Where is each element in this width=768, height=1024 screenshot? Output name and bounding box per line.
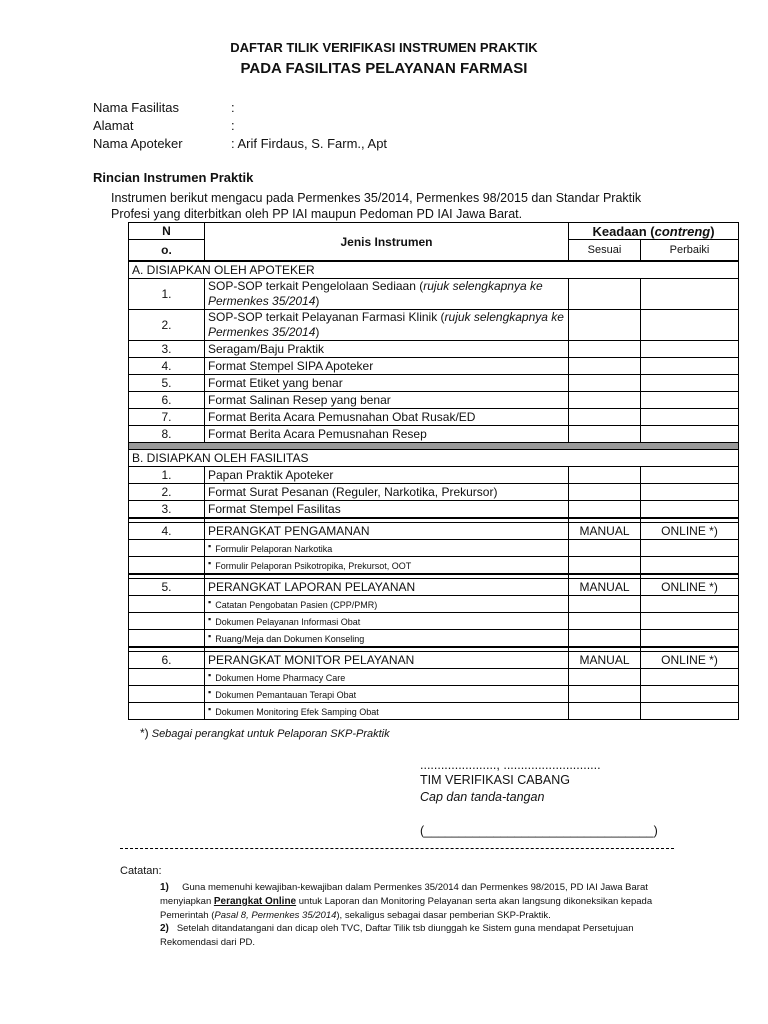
check-sesuai[interactable] [569,426,641,443]
intro-text: Instrumen berikut mengacu pada Permenkes 35/2014, Permenkes 98/2015 dan Standar Praktik Profesi yang diterbitkan oleh PP IAI maupun Pedoman PD IAI Jawa Barat. [111,191,642,221]
bullet-icon: ▪ [208,631,212,641]
row-number: 6. [129,392,205,409]
check-manual[interactable] [569,613,641,630]
bullet-icon: ▪ [208,704,212,714]
sub-item-row [129,669,739,686]
info-label: Nama Apoteker [93,136,183,151]
row-number: 2. [129,310,205,341]
row-text: Papan Praktik Apoteker [205,467,569,484]
bullet-icon: ▪ [208,541,212,551]
instrument-table [128,222,739,720]
row-number: 7. [129,409,205,426]
row-number: 4. [129,523,205,540]
row-text: Format Stempel Fasilitas [205,501,569,519]
check-perbaiki[interactable] [641,341,739,358]
row-text: Format Berita Acara Pemusnahan Obat Rusak/ED [205,409,569,426]
note-2: 2) Setelah ditandatangani dan dicap oleh TVC, Daftar Tilik tsb diunggah ke Sistem guna mendapat Persetujuan Rekomendasi dari PD. [160,923,634,948]
row-number: 3. [129,341,205,358]
check-manual[interactable] [569,596,641,613]
row-text: Format Berita Acara Pemusnahan Resep [205,426,569,443]
check-manual[interactable] [569,669,641,686]
col-keadaan-header: Keadaan (contreng) [569,223,739,240]
check-perbaiki[interactable] [641,375,739,392]
table-row [129,426,739,443]
info-label: Alamat [93,118,134,133]
row-text: Format Stempel SIPA Apoteker [205,358,569,375]
stamp-label: Cap dan tanda-tangan [420,790,545,804]
table-row [129,279,739,310]
check-sesuai[interactable] [569,375,641,392]
sub-item-label: Formulir Pelaporan Psikotropika, Prekursot, OOT [215,561,412,571]
group-row-monitor [129,652,739,669]
check-online[interactable] [641,669,739,686]
row-text: Seragam/Baju Praktik [205,341,569,358]
row-number: 3. [129,501,205,519]
row-number: 1. [129,467,205,484]
sub-item-row [129,686,739,703]
sub-item-row [129,596,739,613]
sub-item-row [129,557,739,575]
check-perbaiki[interactable] [641,426,739,443]
check-perbaiki[interactable] [641,358,739,375]
check-sesuai[interactable] [569,467,641,484]
row-text: Format Surat Pesanan (Reguler, Narkotika, Prekursor) [205,484,569,501]
row-number: 5. [129,375,205,392]
info-value: : [231,100,235,115]
group-row-pengamanan [129,523,739,540]
check-manual[interactable] [569,703,641,720]
bullet-icon: ▪ [208,670,212,680]
row-number: 4. [129,358,205,375]
check-perbaiki[interactable] [641,279,739,310]
table-row [129,310,739,341]
col-no-header-bottom: o. [129,240,205,262]
sub-item-label: Formulir Pelaporan Narkotika [215,544,333,554]
col-no-header-top: N [129,223,205,240]
group-title: PERANGKAT MONITOR PELAYANAN [205,652,569,669]
check-manual[interactable] [569,557,641,575]
info-value: : [231,118,235,133]
check-sesuai[interactable] [569,310,641,341]
document-title-line1: DAFTAR TILIK VERIFIKASI INSTRUMEN PRAKTIK [230,40,538,55]
manual-label: MANUAL [569,579,641,596]
check-manual[interactable] [569,540,641,557]
signature-name-line: (_________________________________) [420,824,658,838]
group-row-laporan [129,579,739,596]
check-sesuai[interactable] [569,358,641,375]
sub-item-label: Dokumen Monitoring Efek Samping Obat [215,707,379,717]
check-online[interactable] [641,630,739,648]
check-online[interactable] [641,703,739,720]
section-b-heading: B. DISIAPKAN OLEH FASILITAS [129,450,739,467]
manual-label: MANUAL [569,523,641,540]
check-online[interactable] [641,596,739,613]
note-1: 1) Guna memenuhi kewajiban-kewajiban dalam Permenkes 35/2014 dan Permenkes 98/2015, PD IAI Jawa Barat menyiapkan Perangkat Online untuk Laporan dan Monitoring Pelayanan serta akan langsung dikoneksikan kepada Pemerintah (Pasal 8, Permenkes 35/2014), sekaligus sebagai dasar pemberian SKP-Praktik. [160,882,653,921]
group-title: PERANGKAT LAPORAN PELAYANAN [205,579,569,596]
table-row [129,409,739,426]
row-text: Format Salinan Resep yang benar [205,392,569,409]
sub-item-row [129,703,739,720]
section-heading: Rincian Instrumen Praktik [93,170,254,185]
section-divider [129,443,739,450]
online-label: ONLINE *) [641,579,739,596]
check-manual[interactable] [569,686,641,703]
bullet-icon: ▪ [208,597,212,607]
info-label: Nama Fasilitas [93,100,179,115]
table-row [129,375,739,392]
info-row-facility [93,100,235,115]
table-row [129,341,739,358]
sub-item-row [129,540,739,557]
sub-item-row [129,613,739,630]
check-perbaiki[interactable] [641,310,739,341]
check-online[interactable] [641,686,739,703]
place-date-line: ......................, ............................ [420,758,601,772]
sub-item-label: Dokumen Home Pharmacy Care [215,673,346,683]
sub-item-label: Dokumen Pemantauan Terapi Obat [215,690,357,700]
col-perbaiki-header: Perbaiki [641,240,739,262]
document-title-line2: PADA FASILITAS PELAYANAN FARMASI [240,60,528,77]
check-sesuai[interactable] [569,279,641,310]
check-online[interactable] [641,557,739,575]
row-number: 1. [129,279,205,310]
online-label: ONLINE *) [641,523,739,540]
sub-item-label: Catatan Pengobatan Pasien (CPP/PMR) [215,600,378,610]
table-row [129,467,739,484]
check-manual[interactable] [569,630,641,648]
table-row [129,501,739,519]
check-online[interactable] [641,540,739,557]
footnote: *) Sebagai perangkat untuk Pelaporan SKP-Praktik [140,726,390,740]
notes-heading: Catatan: [120,865,162,877]
info-row-pharmacist [93,136,387,151]
col-jenis-header: Jenis Instrumen [205,223,569,262]
bullet-icon: ▪ [208,687,212,697]
check-perbaiki[interactable] [641,501,739,519]
sub-item-row [129,630,739,648]
check-perbaiki[interactable] [641,392,739,409]
team-label: TIM VERIFIKASI CABANG [420,773,571,787]
online-label: ONLINE *) [641,652,739,669]
check-sesuai[interactable] [569,341,641,358]
col-sesuai-header: Sesuai [569,240,641,262]
sub-item-label: Ruang/Meja dan Dokumen Konseling [215,634,365,644]
divider-dashed [120,848,674,849]
check-perbaiki[interactable] [641,467,739,484]
info-value: : Arif Firdaus, S. Farm., Apt [231,136,388,151]
bullet-icon: ▪ [208,558,212,568]
section-a-heading: A. DISIAPKAN OLEH APOTEKER [129,261,739,279]
check-sesuai[interactable] [569,392,641,409]
table-row [129,484,739,501]
check-online[interactable] [641,613,739,630]
check-sesuai[interactable] [569,501,641,519]
row-number: 5. [129,579,205,596]
table-row [129,392,739,409]
row-text: SOP-SOP terkait Pelayanan Farmasi Klinik (rujuk selengkapnya ke Permenkes 35/2014) [205,310,569,341]
row-number: 6. [129,652,205,669]
row-text: Format Etiket yang benar [205,375,569,392]
check-sesuai[interactable] [569,409,641,426]
sub-item-label: Dokumen Pelayanan Informasi Obat [215,617,361,627]
row-number: 2. [129,484,205,501]
manual-label: MANUAL [569,652,641,669]
group-title: PERANGKAT PENGAMANAN [205,523,569,540]
check-perbaiki[interactable] [641,484,739,501]
row-text: SOP-SOP terkait Pengelolaan Sediaan (rujuk selengkapnya ke Permenkes 35/2014) [205,279,569,310]
check-perbaiki[interactable] [641,409,739,426]
info-row-address [93,118,235,133]
row-number: 8. [129,426,205,443]
table-row [129,358,739,375]
check-sesuai[interactable] [569,484,641,501]
bullet-icon: ▪ [208,614,212,624]
